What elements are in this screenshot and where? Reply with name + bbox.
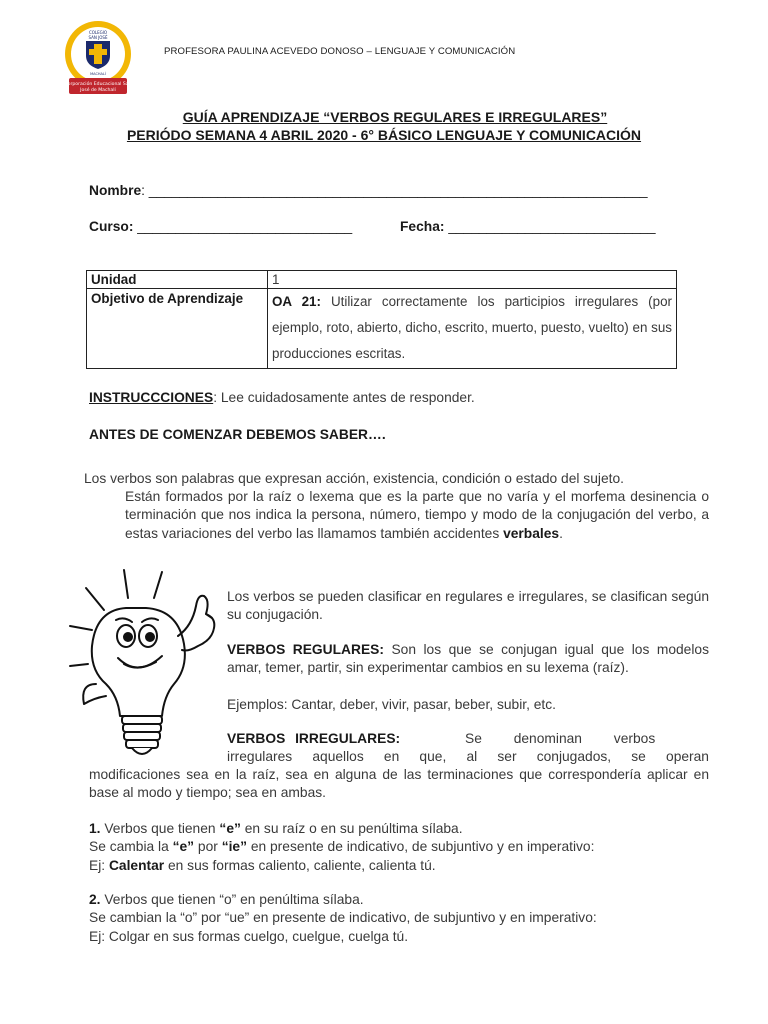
logo-top-text: COLEGIO: [88, 30, 108, 35]
regular-examples: Ejemplos: Cantar, deber, vivir, pasar, beber, subir, etc.: [227, 697, 557, 712]
rule-1: 1. Verbos que tienen “e” en su raíz o en su penúltima sílaba. Se cambia la “e” por “ie” en presente de indicativo, de subjuntivo y en imperativo: Ej: Calentar en sus formas caliento, caliente, calienta tú.: [89, 821, 595, 873]
unidad-value: 1: [268, 271, 677, 289]
curso-field[interactable]: [89, 219, 352, 234]
intro-bold: verbales: [503, 525, 560, 541]
author-line: PROFESORA PAULINA ACEVEDO DONOSO – LENGUAJE Y COMUNICACIÓN: [164, 46, 516, 57]
guide-title: GUÍA APRENDIZAJE “VERBOS REGULARES E IRREGULARES”: [182, 109, 608, 125]
objetivo-text: Utilizar correctamente los participios irregulares (por ejemplo, roto, abierto, dicho, escrito, muerto, puesto, vuelto) en sus producciones escritas.: [272, 294, 672, 361]
regular-definition: [227, 641, 709, 678]
intro-end: .: [559, 525, 563, 541]
rule-2: 2. Verbos que tienen “o” en penúltima sílaba. Se cambian la “o” por “ue” en presente de indicativo, de subjuntivo y en imperativo: Ej: Colgar en sus formas cuelgo, cuelgue, cuelga tú.: [89, 892, 597, 944]
guide-subtitle: PERIÓDO SEMANA 4 ABRIL 2020 - 6° BÁSICO LENGUAJE Y COMUNICACIÓN: [126, 127, 642, 143]
lightbulb-illustration: [66, 566, 226, 766]
objectives-table: [86, 270, 677, 369]
irregular-intro: Se denominan verbos: [465, 731, 656, 746]
nombre-label: Nombre: [89, 183, 142, 198]
nombre-field[interactable]: [89, 183, 648, 198]
intro-paragraph-2: [125, 488, 709, 543]
irregular-label: VERBOS IRREGULARES:: [227, 731, 401, 746]
table-row: [87, 271, 677, 289]
table-row: [87, 289, 677, 369]
intro-text: Están formados por la raíz o lexema que es la parte que no varía y el morfema desinencia o terminación que nos indica la persona, número, tiempo y modo de la conjugación del verbo, a estas variaciones del verbo las llamamos también accidentes: [125, 489, 709, 541]
rule-1-verb: Calentar: [108, 857, 165, 873]
curso-line[interactable]: ____________________________: [133, 219, 353, 234]
rule-1-number: 1.: [89, 821, 101, 836]
logo-mid-text: SAN JOSÉ: [88, 35, 108, 40]
objetivo-cell: [268, 289, 677, 369]
fecha-label: Fecha:: [400, 219, 445, 234]
school-logo: [64, 20, 132, 96]
nombre-line[interactable]: : _________________________________________________________________: [141, 183, 648, 198]
before-heading: ANTES DE COMENZAR DEBEMOS SABER….: [89, 427, 386, 442]
classification-text: Los verbos se pueden clasificar en regulares e irregulares, se clasifican según su conjugación.: [227, 589, 709, 623]
curso-label: Curso:: [89, 219, 134, 234]
objetivo-label: Objetivo de Aprendizaje: [87, 289, 268, 369]
rule-2-number: 2.: [89, 892, 101, 907]
unidad-label: Unidad: [87, 271, 268, 289]
logo-banner-line1: Corporación Educacional San: [64, 82, 132, 87]
logo-banner-line2: José de Machalí: [80, 88, 116, 93]
instructions-label: INSTRUCCCIONES: [89, 390, 214, 405]
irregular-text-2: modificaciones sea en la raíz, sea en alguna de las terminaciones que correspondería aplicar en base al modo y tiempo; sea en ambas.: [89, 767, 709, 801]
logo-bottom-text: MACHALÍ: [90, 72, 106, 76]
irregular-text-1: irregulares aquellos en que, al ser conjugados, se operan: [227, 749, 709, 764]
regular-text: Son los que se conjugan igual que los modelos amar, temer, partir, sin experimentar cambios en su lexema (raíz).: [227, 642, 709, 676]
instructions: [89, 389, 475, 407]
fecha-line[interactable]: ___________________________: [444, 219, 656, 234]
irregular-heading-line: [227, 730, 709, 748]
instructions-text: : Lee cuidadosamente antes de responder.: [213, 390, 475, 405]
fecha-field[interactable]: [400, 219, 656, 234]
regular-label: VERBOS REGULARES:: [227, 642, 384, 657]
intro-paragraph-1: Los verbos son palabras que expresan acción, existencia, condición o estado del sujeto.: [84, 471, 624, 486]
objetivo-code: OA 21:: [272, 294, 321, 309]
